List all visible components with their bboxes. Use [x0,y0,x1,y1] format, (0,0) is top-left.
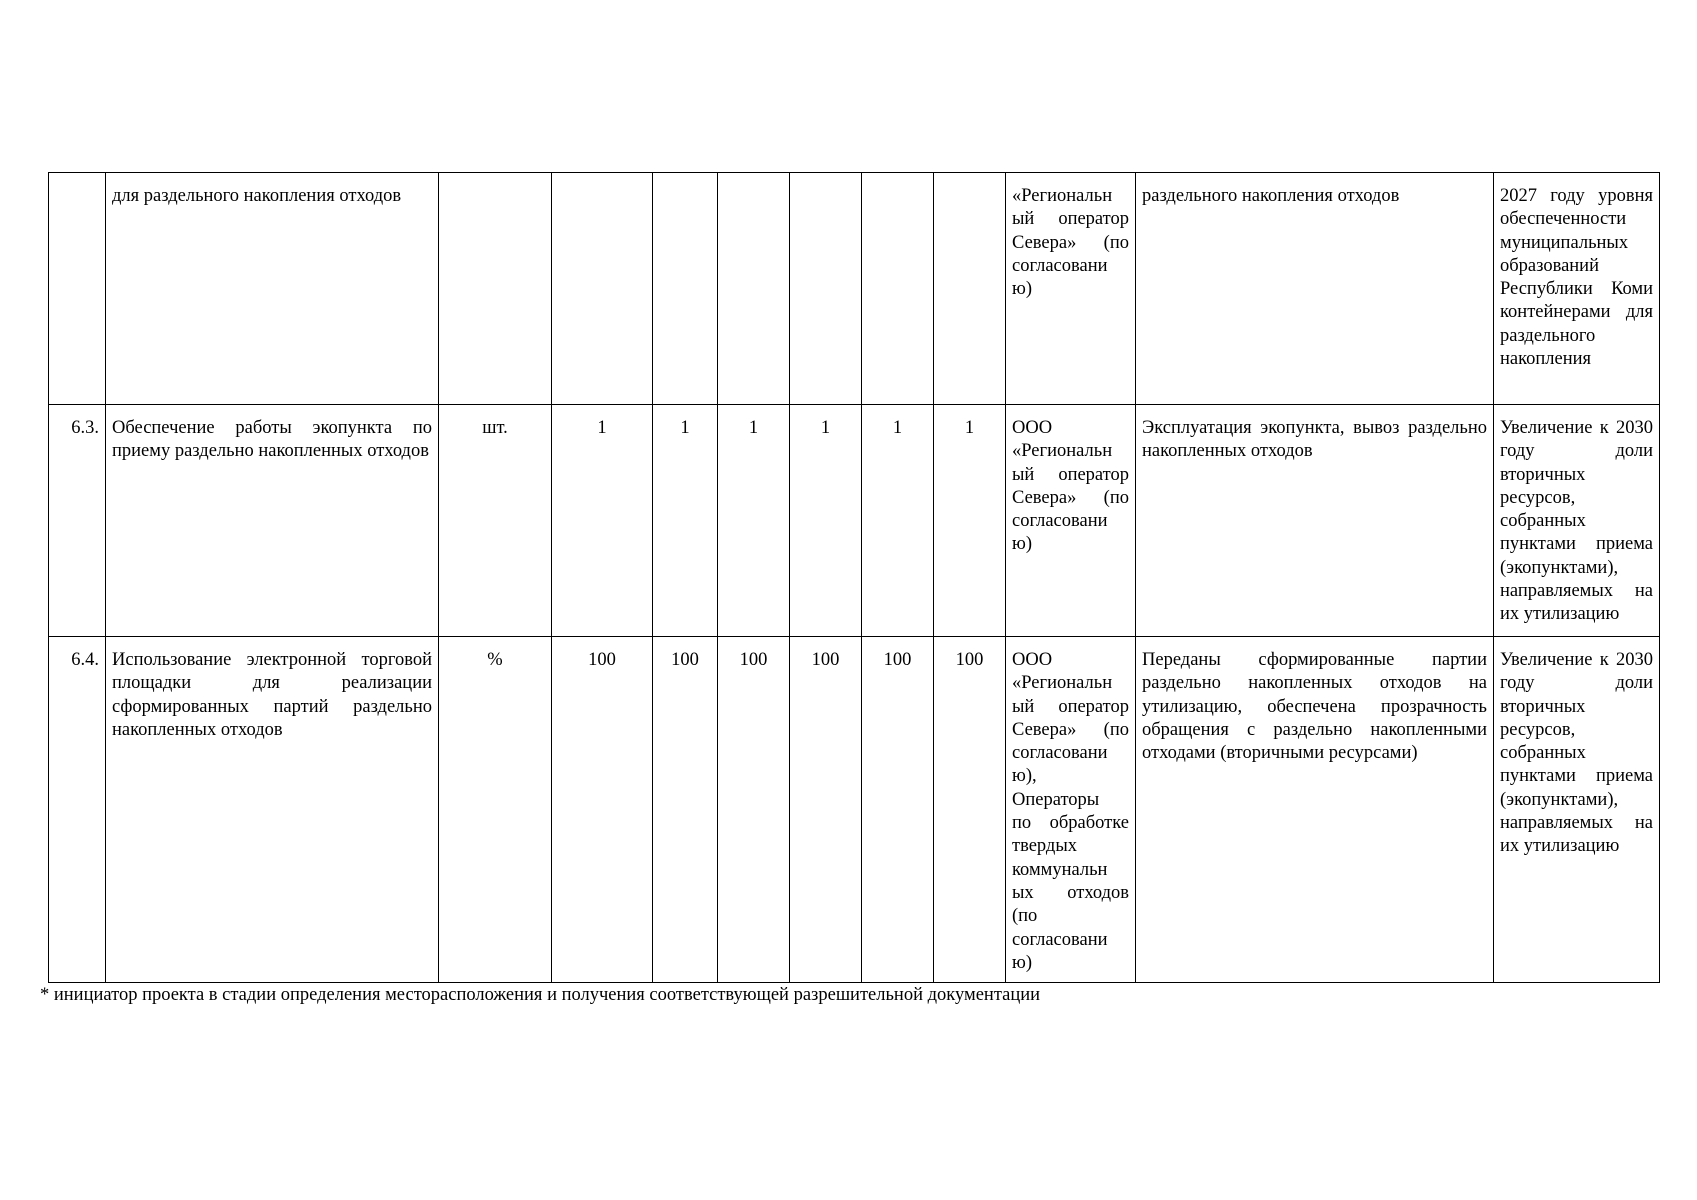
executor-line: коммунальн [1012,859,1108,880]
executor-cell [1006,173,1136,405]
executor-line: согласовани [1012,511,1108,532]
executor-cell [1006,405,1136,637]
executor-line: ю) [1012,279,1032,300]
year-value-cell [862,173,934,405]
measure-name: для раздельного накопления отходов [106,173,439,405]
executor-line: ООО [1012,650,1053,670]
executor-line: ю), [1012,766,1037,787]
year-value-cell: 1 [552,405,653,637]
year-value-cell: 100 [718,637,790,983]
executor-line: Севера» (по [1012,232,1129,253]
executor-cell [1006,637,1136,983]
executor-line: «Региональн [1012,441,1113,462]
executor-line: ый оператор [1012,464,1129,485]
executor-line: Севера» (по [1012,487,1129,508]
year-value-cell [552,173,653,405]
year-value-cell: 100 [552,637,653,983]
executor-line: ый оператор [1012,696,1129,717]
table-row [49,405,1660,637]
executor-line: ю) [1012,534,1032,555]
row-number: 6.3. [49,405,106,637]
year-value-cell [934,173,1006,405]
executor-line: согласовани [1012,255,1108,276]
executor-line: (по [1012,906,1038,927]
expected-result: Эксплуатация экопункта, вывоз раздельно накопленных отходов [1136,405,1494,637]
unit-cell: шт. [439,405,552,637]
table-row [49,637,1660,983]
year-value-cell: 1 [653,405,718,637]
unit-cell [439,173,552,405]
unit-cell: % [439,637,552,983]
executor-line: Операторы [1012,789,1100,810]
table-body [49,173,1660,983]
footnote: * инициатор проекта в стадии определения месторасположения и получения соответствующей разрешительной документации [40,985,1041,1005]
year-value-cell: 100 [790,637,862,983]
measure-name: Обеспечение работы экопункта по приему раздельно накопленных отходов [106,405,439,637]
executor-line: по обработке [1012,813,1129,834]
executor-line: Севера» (по [1012,719,1129,740]
year-value-cell [790,173,862,405]
measures-table [48,172,1660,983]
year-value-cell [718,173,790,405]
expected-result: раздельного накопления отходов [1136,173,1494,405]
row-number: 6.4. [49,637,106,983]
target-indicator: Увеличение к 2030 году доли вторичных ресурсов, собранных пунктами приема (экопунктами), направляемых на их утилизацию [1494,405,1660,637]
expected-result: Переданы сформированные партии раздельно накопленных отходов на утилизацию, обеспечена прозрачность обращения с раздельно накопленными отходами (вторичными ресурсами) [1136,637,1494,983]
executor-line: «Региональн [1012,186,1113,206]
executor-line: согласовани [1012,929,1108,950]
executor-line: ых отходов [1012,882,1129,903]
target-indicator: Увеличение к 2030 году доли вторичных ресурсов, собранных пунктами приема (экопунктами), направляемых на их утилизацию [1494,637,1660,983]
row-number [49,173,106,405]
year-value-cell: 100 [862,637,934,983]
table-row [49,173,1660,405]
executor-line: ый оператор [1012,209,1129,230]
target-indicator: 2027 году уровня обеспеченности муниципальных образований Республики Коми контейнерами для раздельного накопления [1494,173,1660,405]
year-value-cell: 1 [790,405,862,637]
executor-line: «Региональн [1012,673,1113,694]
year-value-cell: 100 [934,637,1006,983]
measure-name: Использование электронной торговой площадки для реализации сформированных партий раздельно накопленных отходов [106,637,439,983]
executor-line: ю) [1012,952,1032,973]
year-value-cell: 1 [934,405,1006,637]
executor-line: согласовани [1012,743,1108,764]
year-value-cell [653,173,718,405]
executor-line: ООО [1012,418,1053,438]
executor-line: твердых [1012,836,1078,857]
year-value-cell: 1 [718,405,790,637]
year-value-cell: 100 [653,637,718,983]
year-value-cell: 1 [862,405,934,637]
